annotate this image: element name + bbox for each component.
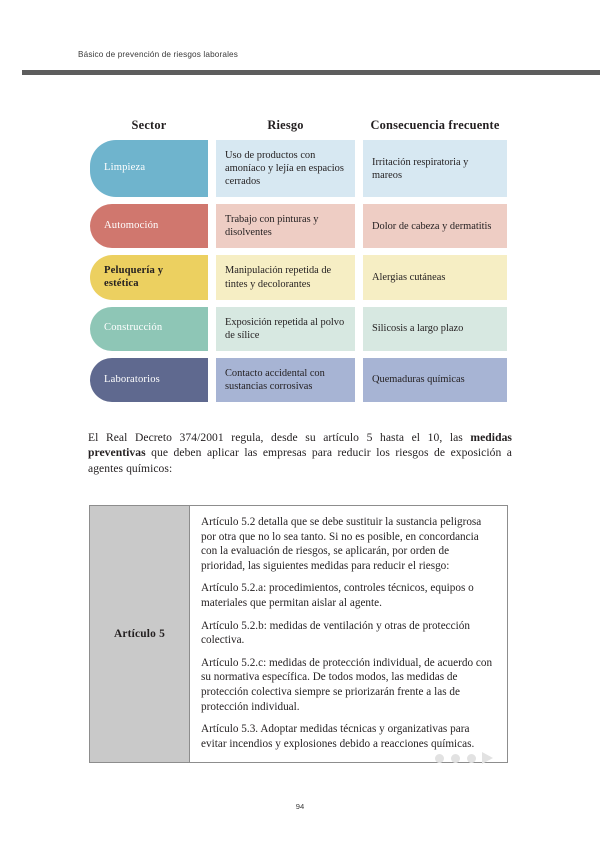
- consecuencia-cell: Alergias cutáneas: [363, 255, 507, 299]
- risk-table-body: [90, 140, 507, 402]
- riesgo-cell: Manipulación repetida de tintes y decolorantes: [216, 255, 355, 299]
- column-gap: [208, 358, 216, 402]
- paragraph-bold-phrase: medidas preventivas: [88, 431, 512, 460]
- riesgo-cell: Trabajo con pinturas y disolventes: [216, 204, 355, 248]
- article-5-content: [190, 506, 507, 762]
- sector-pill: Automoción: [90, 204, 208, 248]
- paragraph-part-1: El Real Decreto 374/2001 regula, desde su artículo 5 hasta el 10, las: [88, 431, 471, 444]
- table-row: [90, 307, 507, 351]
- consecuencia-cell: Dolor de cabeza y dermatitis: [363, 204, 507, 248]
- article-5-box: [89, 505, 508, 763]
- column-gap: [208, 307, 216, 351]
- sector-pill: Laboratorios: [90, 358, 208, 402]
- column-gap: [208, 255, 216, 299]
- dot-icon: [435, 754, 444, 763]
- column-gap: [355, 204, 363, 248]
- consecuencia-cell: Irritación respiratoria y mareos: [363, 140, 507, 197]
- dot-icon: [451, 754, 460, 763]
- column-gap: [355, 255, 363, 299]
- triangle-right-icon: [482, 752, 493, 764]
- header-rule: [22, 70, 600, 75]
- paragraph-part-2: que deben aplicar las empresas para reducir los riesgos de exposición a agentes químicos:: [88, 446, 512, 475]
- article-5-label: Artículo 5: [90, 506, 190, 762]
- consecuencia-cell: Silicosis a largo plazo: [363, 307, 507, 351]
- riesgo-cell: Contacto accidental con sustancias corrosivas: [216, 358, 355, 402]
- dot-icon: [467, 754, 476, 763]
- consecuencia-cell: Quemaduras químicas: [363, 358, 507, 402]
- table-row: [90, 255, 507, 299]
- column-header-sector: Sector: [131, 118, 167, 132]
- sector-pill: Limpieza: [90, 140, 208, 197]
- running-head: Básico de prevención de riesgos laborales: [78, 50, 238, 59]
- risk-table: [90, 118, 507, 409]
- column-gap: [355, 307, 363, 351]
- page-number: 94: [295, 802, 305, 811]
- table-row: [90, 140, 507, 197]
- riesgo-cell: Exposición repetida al polvo de sílice: [216, 307, 355, 351]
- article-paragraph: Artículo 5.3. Adoptar medidas técnicas y organizativas para evitar incendios y explosiones debido a reacciones químicas.: [201, 723, 475, 750]
- column-header-consecuencia: Consecuencia frecuente: [370, 118, 500, 132]
- table-row: [90, 358, 507, 402]
- article-paragraph: Artículo 5.2 detalla que se debe sustituir la sustancia peligrosa por otra que no lo sea tanto. Si no es posible, en concordancia con la evaluación de riesgos, se aplicarán, por orden de prioridad, las siguientes medidas para reducir el riesgo:: [201, 516, 482, 572]
- table-row: [90, 204, 507, 248]
- article-paragraph: Artículo 5.2.c: medidas de protección individual, de acuerdo con su normativa específica. De todos modos, las medidas de protección colectiva siempre se priorizarán frente a las de protección individual.: [201, 656, 493, 713]
- risk-table-header-row: [90, 118, 507, 140]
- column-gap: [355, 358, 363, 402]
- sector-pill: Peluquería y estética: [90, 255, 208, 299]
- sector-pill: Construcción: [90, 307, 208, 351]
- article-paragraph: Artículo 5.2.a: procedimientos, controles técnicos, equipos o materiales que permitan aislar al agente.: [201, 582, 474, 609]
- footer-progress-marks: [435, 752, 493, 764]
- column-header-riesgo: Riesgo: [267, 118, 304, 132]
- riesgo-cell: Uso de productos con amoníaco y lejía en espacios cerrados: [216, 140, 355, 197]
- column-gap: [355, 140, 363, 197]
- column-gap: [208, 204, 216, 248]
- paragraph-medidas-preventivas: [88, 430, 512, 476]
- article-paragraph: Artículo 5.2.b: medidas de ventilación y otras de protección colectiva.: [201, 619, 471, 647]
- column-gap: [208, 140, 216, 197]
